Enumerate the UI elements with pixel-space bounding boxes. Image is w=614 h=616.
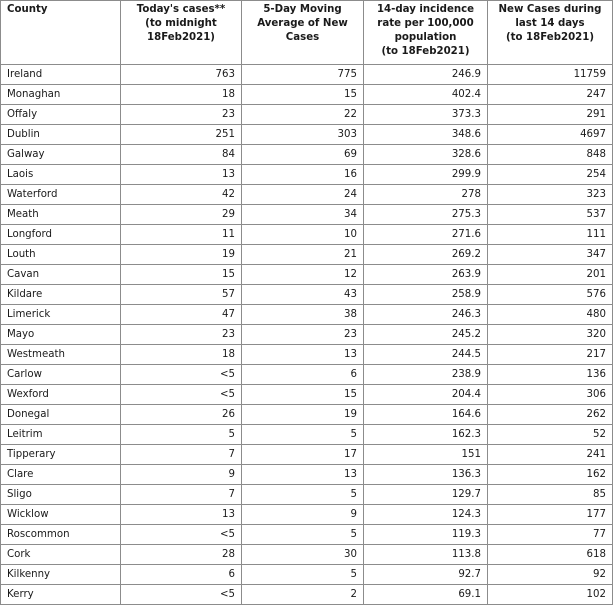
new-cases-cell: 576 — [488, 285, 613, 305]
new-cases-cell: 254 — [488, 165, 613, 185]
header-line: population — [394, 32, 457, 43]
incidence-rate-cell: 162.3 — [364, 425, 488, 445]
county-cell: Wicklow — [1, 505, 121, 525]
todays-cases-cell: 7 — [121, 445, 242, 465]
new-cases-cell: 241 — [488, 445, 613, 465]
incidence-rate-cell: 164.6 — [364, 405, 488, 425]
county-cell: Kildare — [1, 285, 121, 305]
county-cell: Meath — [1, 205, 121, 225]
county-cell: Limerick — [1, 305, 121, 325]
todays-cases-cell: 13 — [121, 505, 242, 525]
new-cases-cell: 52 — [488, 425, 613, 445]
incidence-rate-cell: 92.7 — [364, 565, 488, 585]
new-cases-cell: 480 — [488, 305, 613, 325]
todays-cases-cell: <5 — [121, 585, 242, 605]
incidence-rate-cell: 278 — [364, 185, 488, 205]
header-line: Cases — [285, 32, 320, 43]
county-cell: Longford — [1, 225, 121, 245]
todays-cases-cell: <5 — [121, 385, 242, 405]
county-cell: Wexford — [1, 385, 121, 405]
five-day-average-cell: 5 — [242, 525, 364, 545]
todays-cases-cell: 13 — [121, 165, 242, 185]
county-cell: Laois — [1, 165, 121, 185]
table-row — [1, 585, 613, 605]
incidence-rate-cell: 299.9 — [364, 165, 488, 185]
new-cases-cell: 618 — [488, 545, 613, 565]
table-row — [1, 265, 613, 285]
five-day-average-cell: 15 — [242, 385, 364, 405]
table-row — [1, 125, 613, 145]
new-cases-cell: 162 — [488, 465, 613, 485]
table-row — [1, 65, 613, 85]
five-day-average-cell: 22 — [242, 105, 364, 125]
five-day-average-cell: 775 — [242, 65, 364, 85]
county-cell: Louth — [1, 245, 121, 265]
county-cell: Kerry — [1, 585, 121, 605]
county-cell: Dublin — [1, 125, 121, 145]
county-cell: Mayo — [1, 325, 121, 345]
new-cases-cell: 102 — [488, 585, 613, 605]
todays-cases-cell: 23 — [121, 105, 242, 125]
todays-cases-cell: 15 — [121, 265, 242, 285]
new-cases-cell: 323 — [488, 185, 613, 205]
new-cases-cell: 848 — [488, 145, 613, 165]
header-line: Today's cases** — [136, 4, 226, 15]
county-cell: Westmeath — [1, 345, 121, 365]
five-day-average-cell: 16 — [242, 165, 364, 185]
todays-cases-cell: 251 — [121, 125, 242, 145]
incidence-rate-cell: 246.9 — [364, 65, 488, 85]
todays-cases-cell: 28 — [121, 545, 242, 565]
table-row — [1, 185, 613, 205]
county-cell: Kilkenny — [1, 565, 121, 585]
incidence-rate-cell: 129.7 — [364, 485, 488, 505]
incidence-rate-cell: 263.9 — [364, 265, 488, 285]
todays-cases-cell: 5 — [121, 425, 242, 445]
five-day-average-cell: 2 — [242, 585, 364, 605]
todays-cases-cell: 11 — [121, 225, 242, 245]
new-cases-cell: 291 — [488, 105, 613, 125]
new-cases-cell: 217 — [488, 345, 613, 365]
new-cases-cell: 11759 — [488, 65, 613, 85]
todays-cases-cell: 42 — [121, 185, 242, 205]
five-day-average-cell: 69 — [242, 145, 364, 165]
five-day-average-cell: 6 — [242, 365, 364, 385]
five-day-average-cell: 5 — [242, 485, 364, 505]
todays-cases-cell: 29 — [121, 205, 242, 225]
incidence-rate-cell: 275.3 — [364, 205, 488, 225]
incidence-rate-cell: 258.9 — [364, 285, 488, 305]
county-cell: Offaly — [1, 105, 121, 125]
table-row — [1, 365, 613, 385]
incidence-rate-cell: 136.3 — [364, 465, 488, 485]
todays-cases-cell: 6 — [121, 565, 242, 585]
table-header-row — [1, 1, 613, 65]
county-cell: Waterford — [1, 185, 121, 205]
table-row — [1, 565, 613, 585]
new-cases-14-days-header — [488, 1, 613, 65]
county-cell: Ireland — [1, 65, 121, 85]
incidence-rate-cell: 113.8 — [364, 545, 488, 565]
five-day-average-cell: 303 — [242, 125, 364, 145]
new-cases-cell: 111 — [488, 225, 613, 245]
header-line: New Cases during — [498, 4, 602, 15]
five-day-average-cell: 38 — [242, 305, 364, 325]
header-line: last 14 days — [515, 18, 585, 29]
new-cases-cell: 4697 — [488, 125, 613, 145]
header-line: (to midnight — [145, 18, 217, 29]
header-line: 18Feb2021) — [147, 32, 215, 43]
incidence-rate-cell: 245.2 — [364, 325, 488, 345]
five-day-average-cell: 13 — [242, 465, 364, 485]
todays-cases-cell: 7 — [121, 485, 242, 505]
header-line: (to 18Feb2021) — [505, 32, 594, 43]
new-cases-cell: 92 — [488, 565, 613, 585]
todays-cases-cell: 57 — [121, 285, 242, 305]
table-row — [1, 345, 613, 365]
five-day-average-cell: 12 — [242, 265, 364, 285]
county-cell: Donegal — [1, 405, 121, 425]
todays-cases-cell: 18 — [121, 85, 242, 105]
header-line: rate per 100,000 — [377, 18, 474, 29]
table-row — [1, 205, 613, 225]
new-cases-cell: 320 — [488, 325, 613, 345]
todays-cases-cell: 23 — [121, 325, 242, 345]
county-cell: Galway — [1, 145, 121, 165]
todays-cases-cell: <5 — [121, 365, 242, 385]
header-line: 5-Day Moving — [263, 4, 342, 15]
new-cases-cell: 85 — [488, 485, 613, 505]
county-cell: Leitrim — [1, 425, 121, 445]
incidence-rate-cell: 328.6 — [364, 145, 488, 165]
incidence-rate-cell: 151 — [364, 445, 488, 465]
incidence-rate-cell: 69.1 — [364, 585, 488, 605]
todays-cases-cell: 47 — [121, 305, 242, 325]
county-cell: Cavan — [1, 265, 121, 285]
todays-cases-cell: <5 — [121, 525, 242, 545]
table-row — [1, 145, 613, 165]
five-day-average-header — [242, 1, 364, 65]
incidence-rate-cell: 271.6 — [364, 225, 488, 245]
five-day-average-cell: 34 — [242, 205, 364, 225]
todays-cases-cell: 763 — [121, 65, 242, 85]
header-line: (to 18Feb2021) — [381, 46, 470, 57]
incidence-rate-cell: 238.9 — [364, 365, 488, 385]
incidence-rate-cell: 246.3 — [364, 305, 488, 325]
new-cases-cell: 247 — [488, 85, 613, 105]
five-day-average-cell: 21 — [242, 245, 364, 265]
new-cases-cell: 136 — [488, 365, 613, 385]
header-line: Average of New — [257, 18, 348, 29]
five-day-average-cell: 17 — [242, 445, 364, 465]
todays-cases-cell: 26 — [121, 405, 242, 425]
table-row — [1, 285, 613, 305]
five-day-average-cell: 30 — [242, 545, 364, 565]
incidence-rate-cell: 373.3 — [364, 105, 488, 125]
table-row — [1, 525, 613, 545]
table-row — [1, 385, 613, 405]
todays-cases-cell: 84 — [121, 145, 242, 165]
table-row — [1, 545, 613, 565]
table-body — [1, 65, 613, 605]
todays-cases-cell: 9 — [121, 465, 242, 485]
incidence-rate-cell: 124.3 — [364, 505, 488, 525]
todays-cases-header — [121, 1, 242, 65]
incidence-rate-cell: 402.4 — [364, 85, 488, 105]
table-row — [1, 245, 613, 265]
county-cell: Roscommon — [1, 525, 121, 545]
new-cases-cell: 262 — [488, 405, 613, 425]
todays-cases-cell: 18 — [121, 345, 242, 365]
five-day-average-cell: 10 — [242, 225, 364, 245]
new-cases-cell: 77 — [488, 525, 613, 545]
five-day-average-cell: 43 — [242, 285, 364, 305]
table-row — [1, 425, 613, 445]
table-row — [1, 325, 613, 345]
incidence-rate-cell: 204.4 — [364, 385, 488, 405]
five-day-average-cell: 15 — [242, 85, 364, 105]
table-row — [1, 85, 613, 105]
five-day-average-cell: 19 — [242, 405, 364, 425]
table-row — [1, 305, 613, 325]
table-row — [1, 505, 613, 525]
new-cases-cell: 537 — [488, 205, 613, 225]
new-cases-cell: 177 — [488, 505, 613, 525]
table-row — [1, 165, 613, 185]
five-day-average-cell: 13 — [242, 345, 364, 365]
new-cases-cell: 201 — [488, 265, 613, 285]
incidence-rate-cell: 244.5 — [364, 345, 488, 365]
table-row — [1, 485, 613, 505]
five-day-average-cell: 5 — [242, 565, 364, 585]
new-cases-cell: 347 — [488, 245, 613, 265]
new-cases-cell: 306 — [488, 385, 613, 405]
table-row — [1, 225, 613, 245]
todays-cases-cell: 19 — [121, 245, 242, 265]
table-row — [1, 105, 613, 125]
county-header — [1, 1, 121, 65]
county-cell: Carlow — [1, 365, 121, 385]
county-cell: Cork — [1, 545, 121, 565]
five-day-average-cell: 24 — [242, 185, 364, 205]
incidence-rate-cell: 119.3 — [364, 525, 488, 545]
header-line: County — [7, 4, 48, 15]
table-row — [1, 465, 613, 485]
five-day-average-cell: 23 — [242, 325, 364, 345]
table-row — [1, 405, 613, 425]
table-row — [1, 445, 613, 465]
county-cell: Monaghan — [1, 85, 121, 105]
county-cell: Sligo — [1, 485, 121, 505]
incidence-rate-cell: 348.6 — [364, 125, 488, 145]
county-cell: Clare — [1, 465, 121, 485]
county-cell: Tipperary — [1, 445, 121, 465]
header-line: 14-day incidence — [376, 4, 475, 15]
five-day-average-cell: 5 — [242, 425, 364, 445]
five-day-average-cell: 9 — [242, 505, 364, 525]
incidence-rate-header — [364, 1, 488, 65]
incidence-rate-cell: 269.2 — [364, 245, 488, 265]
